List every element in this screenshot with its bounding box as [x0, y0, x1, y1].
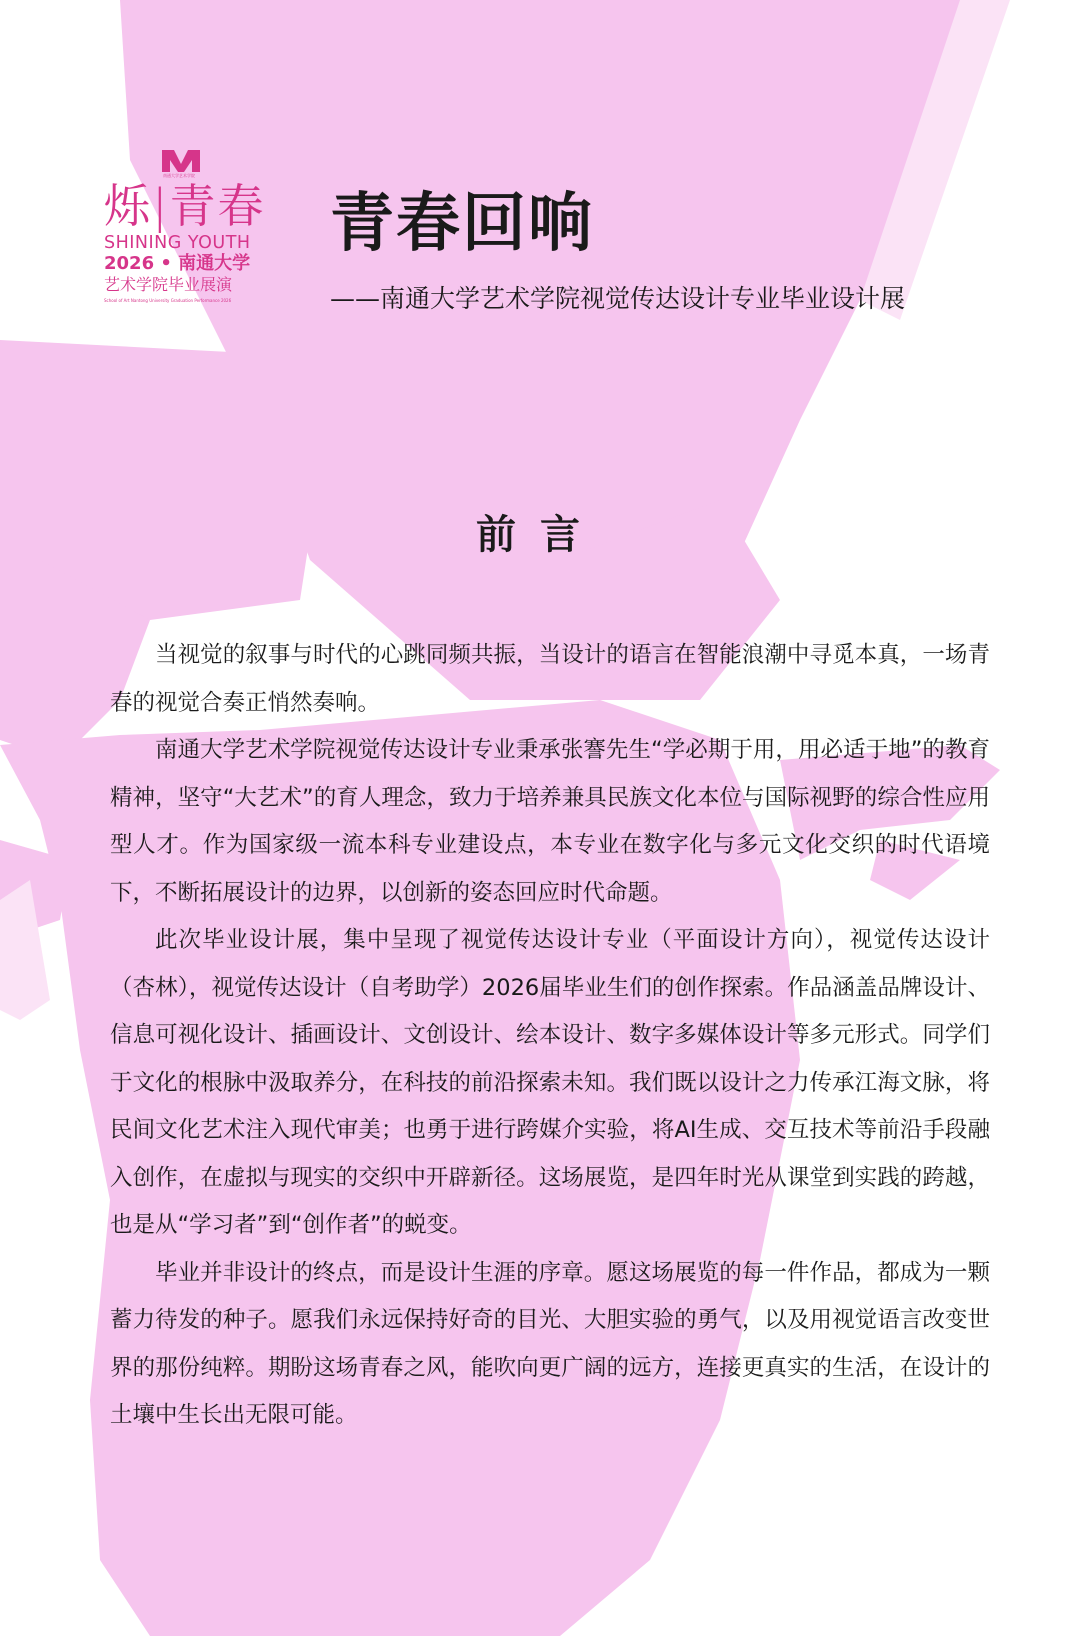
preface-paragraph: 毕业并非设计的终点，而是设计生涯的序章。愿这场展览的每一件作品，都成为一颗蓄力待发的种子。愿我们永远保持好奇的目光、大胆实验的勇气，以及用视觉语言改变世界的那份纯粹。期盼这场青春之风，能吹向更广阔的远方，连接更真实的生活，在设计的土壤中生长出无限可能。 [110, 1259, 990, 1428]
event-logo [104, 150, 266, 304]
page-title: 青春回响 [330, 187, 594, 261]
logo-title-cn: 烁|青春 [104, 179, 266, 233]
logo-tagline: 南通大学艺术学院 [163, 173, 195, 178]
preface-paragraph: 当视觉的叙事与时代的心跳同频共振，当设计的语言在智能浪潮中寻觅本真，一场青春的视觉合奏正悄然奏响。 [110, 642, 990, 716]
logo-school-event: 艺术学院毕业展演 [104, 275, 233, 294]
preface-paragraph: 此次毕业设计展，集中呈现了视觉传达设计专业（平面设计方向），视觉传达设计（杏林），视觉传达设计（自考助学）2026届毕业生们的创作探索。作品涵盖品牌设计、信息可视化设计、插画设计、文创设计、绘本设计、数字多媒体设计等多元形式。同学们于文化的根脉中汲取养分，在科技的前沿探索未知。我们既以设计之力传承江海文脉，将民间文化艺术注入现代审美；也勇于进行跨媒介实验，将AI生成、交互技术等前沿手段融入创作，在虚拟与现实的交织中开辟新径。这场展览，是四年时光从课堂到实践的跨越，也是从“学习者”到“创作者”的蜕变。 [110, 927, 990, 1238]
logo-title-en: SHINING YOUTH [104, 233, 251, 253]
page-subtitle: ——南通大学艺术学院视觉传达设计专业毕业设计展 [330, 284, 906, 313]
section-heading-preface: 前言 [476, 512, 604, 558]
preface-paragraph: 南通大学艺术学院视觉传达设计专业秉承张謇先生“学必期于用，用必适于地”的教育精神，坚守“大艺术”的育人理念，致力于培养兼具民族文化本位与国际视野的综合性应用型人才。作为国家级一流本科专业建设点，本专业在数字化与多元文化交织的时代语境下，不断拓展设计的边界，以创新的姿态回应时代命题。 [110, 737, 990, 906]
logo-mark-icon [162, 150, 200, 172]
logo-fine-print: School of Art Nantong University Graduation Performance 2026 [104, 298, 232, 303]
preface-body [110, 632, 990, 1440]
logo-year-school: 2026 • 南通大学 [104, 253, 251, 274]
